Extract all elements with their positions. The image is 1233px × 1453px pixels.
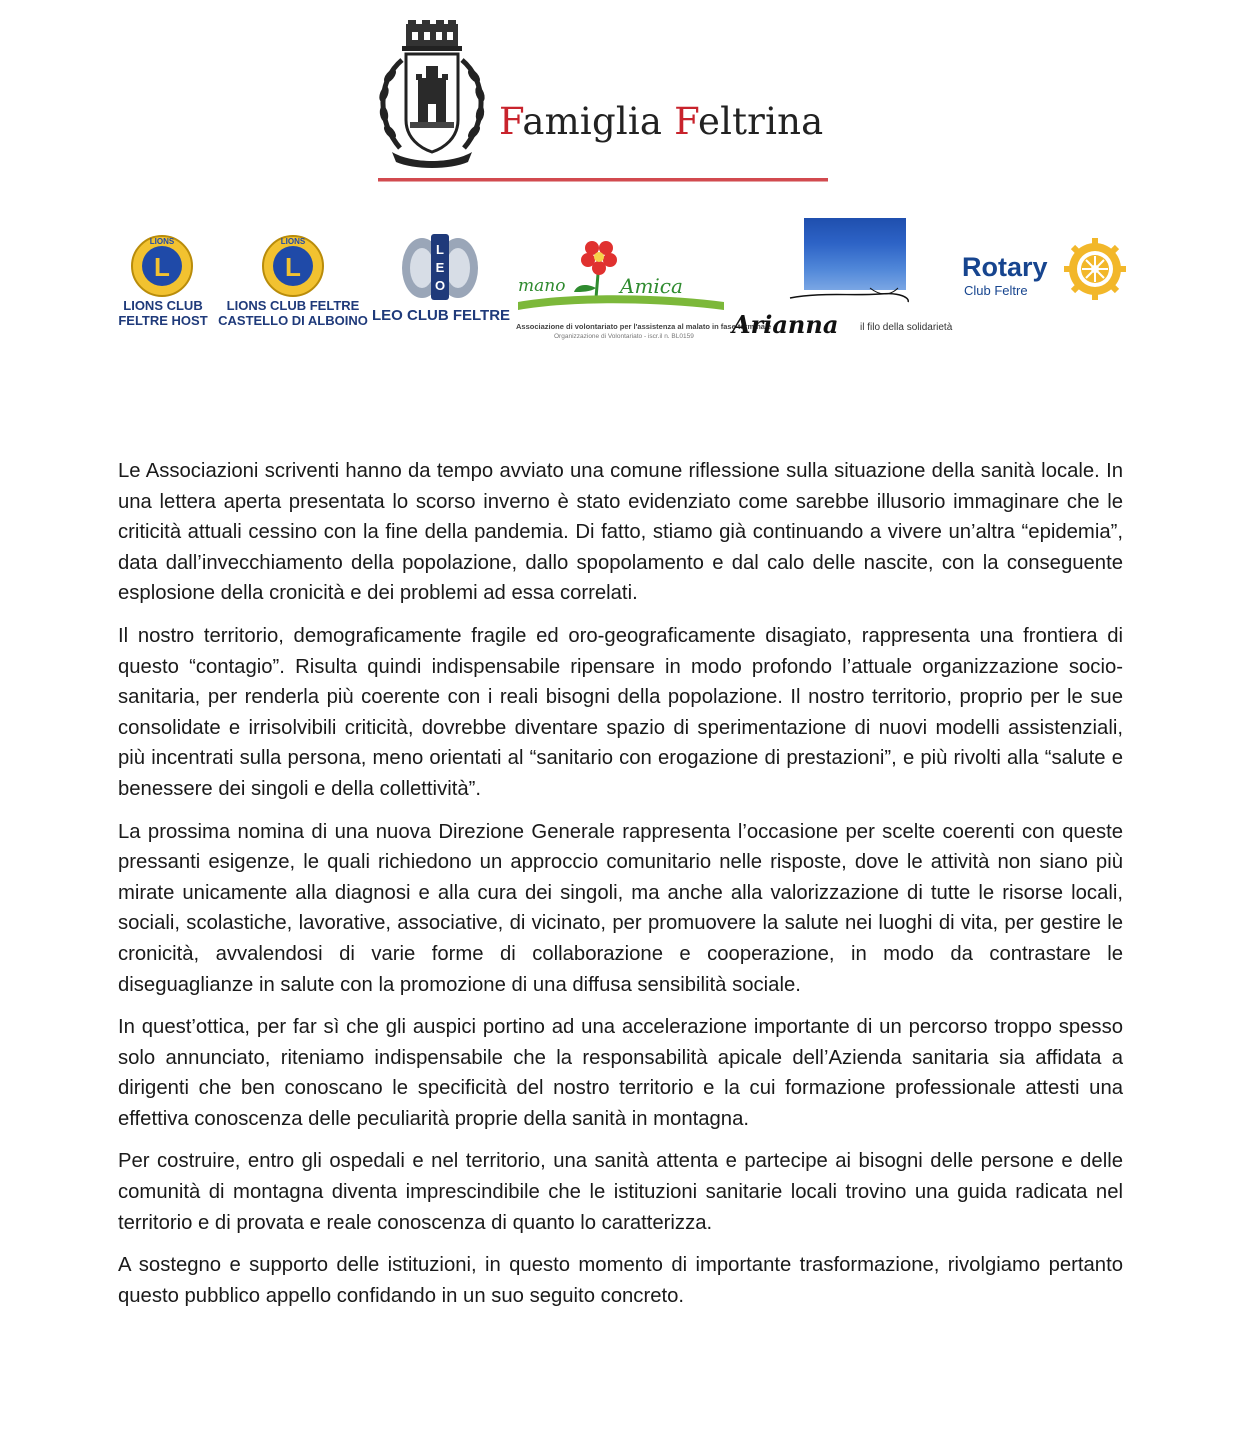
logo-leo-club-feltre [372, 228, 510, 328]
svg-text:L: L [436, 242, 444, 257]
rotary-subtitle: Club Feltre [964, 283, 1028, 298]
header-divider-shadow [378, 181, 828, 182]
arianna-word: Arianna [732, 310, 839, 339]
arianna-sea-image [804, 218, 906, 290]
document-title [499, 100, 823, 143]
mano-amica-registration: Organizzazione di Volontariato - iscr.il n. BL0159 [554, 333, 694, 340]
lions-emblem-icon [257, 232, 329, 298]
paragraph: La prossima nomina di una nuova Direzione Generale rappresenta l’occasione per scelte coerenti con queste pressanti esigenze, le quali richiedono un approccio comunitario nelle risposte, dove le attività non siano più mirate unicamente alla diagnosi e alla cura dei singoli, ma anche alla valorizzazione di tutte le risorse locali, sociali, scolastiche, lavorative, associative, di vicinato, per promuovere la salute nei luoghi di vita, per gestire le cronicità, avvalendosi di varie forme di collaborazione e cooperazione, in modo da contrastare le diseguaglianze in salute con la promozione di una diffusa sensibilità sociale. [118, 820, 1123, 996]
svg-text:LIONS: LIONS [149, 237, 175, 246]
paragraph: A sostegno e supporto delle istituzioni, in questo momento di importante trasformazione, rivolgiamo pertanto questo pubblico appello confidando in un suo seguito concreto. [118, 1254, 1123, 1307]
leo-caption: LEO CLUB FELTRE [372, 307, 511, 324]
arianna-tagline: il filo della solidarietà [860, 322, 953, 333]
lions-emblem-icon [126, 232, 198, 298]
paragraph: In quest’ottica, per far sì che gli auspici portino ad una accelerazione importante di un percorso troppo spesso solo annunciato, riteniamo indispensabile che la responsabilità apicale dell’Azienda sanitaria sia affidata a dirigenti che ben conoscano le specificità del nostro territorio e la cui formazione professionale attesti una effettiva conoscenza delle peculiarità proprie della sanità in montagna. [118, 1016, 1123, 1130]
paragraph: Il nostro territorio, demograficamente fragile ed oro-geograficamente disagiato, rappresenta una frontiera di questo “contagio”. Risulta quindi indispensabile ripensare in modo profondo l’attuale organizzazione socio-sanitaria, per renderla più coerente con i reali bisogni della popolazione. Il nostro territorio, proprio per le sue consolidate e irrisolvibili criticità, dovrebbe diventare spazio di sperimentazione di nuovi modelli assistenziali, più incentrati sulla persona, meno orientati al “sanitario con erogazione di prestazioni”, e più rivolti alla “salute e benessere dei singoli e della collettività”. [118, 624, 1123, 800]
rotary-word: Rotary [962, 252, 1048, 282]
svg-text:L: L [154, 252, 170, 282]
title-initial-f2: F [674, 100, 698, 143]
mano-amica-caption: Associazione di volontariato per l'assistenza al malato in fase terminale [516, 322, 772, 331]
paragraph: Per costruire, entro gli ospedali e nel territorio, una sanità attenta e partecipe ai bisogni delle persone e delle comunità di montagna diventa imprescindibile che le istituzioni sanitarie locali trovino una guida radicata nel territorio e di provata e reale conoscenza di quanto lo caratterizza. [118, 1150, 1123, 1234]
logo-rotary-club-feltre [960, 234, 1128, 304]
rotary-wheel-icon [1064, 238, 1126, 300]
lions-host-line1: LIONS CLUB [123, 298, 203, 313]
title-word-feltrina: eltrina [697, 100, 824, 143]
logo-arianna [730, 218, 962, 340]
svg-text:E: E [435, 260, 445, 275]
logo-lions-club-castello-alboino [218, 232, 368, 332]
svg-text:LIONS: LIONS [280, 237, 306, 246]
title-initial-f1: F [499, 100, 523, 143]
title-word-famiglia: amiglia [522, 100, 675, 143]
logo-mano-amica [514, 238, 772, 342]
lions-alboino-line1: LIONS CLUB FELTRE [226, 298, 360, 313]
svg-text:O: O [434, 278, 446, 293]
logo-lions-club-feltre-host [118, 232, 208, 332]
paragraph: Le Associazioni scriventi hanno da tempo avviato una comune riflessione sulla situazione della sanità locale. In una lettera aperta presentata lo scorso inverno è stato evidenziato come sarebbe illusorio immaginare che le criticità attuali cessino con la fine della pandemia. Di fatto, stiamo già continuando a vivere un’altra “epidemia”, data dall’invecchiamento della popolazione, dallo spopolamento e dal calo delle nascite, con la conseguente esplosione della cronicità e dei problemi ad essa correlati. [118, 460, 1123, 605]
mano-word: mano [518, 276, 566, 296]
municipal-crest-icon [372, 20, 492, 170]
letterhead [372, 20, 832, 185]
svg-text:L: L [285, 252, 301, 282]
lions-host-line2: FELTRE HOST [118, 313, 208, 328]
lions-alboino-line2: CASTELLO DI ALBOINO [218, 313, 368, 328]
leo-lion-heads-icon [400, 228, 480, 304]
letter-body [118, 456, 1123, 1323]
amica-word: Amica [620, 274, 683, 298]
